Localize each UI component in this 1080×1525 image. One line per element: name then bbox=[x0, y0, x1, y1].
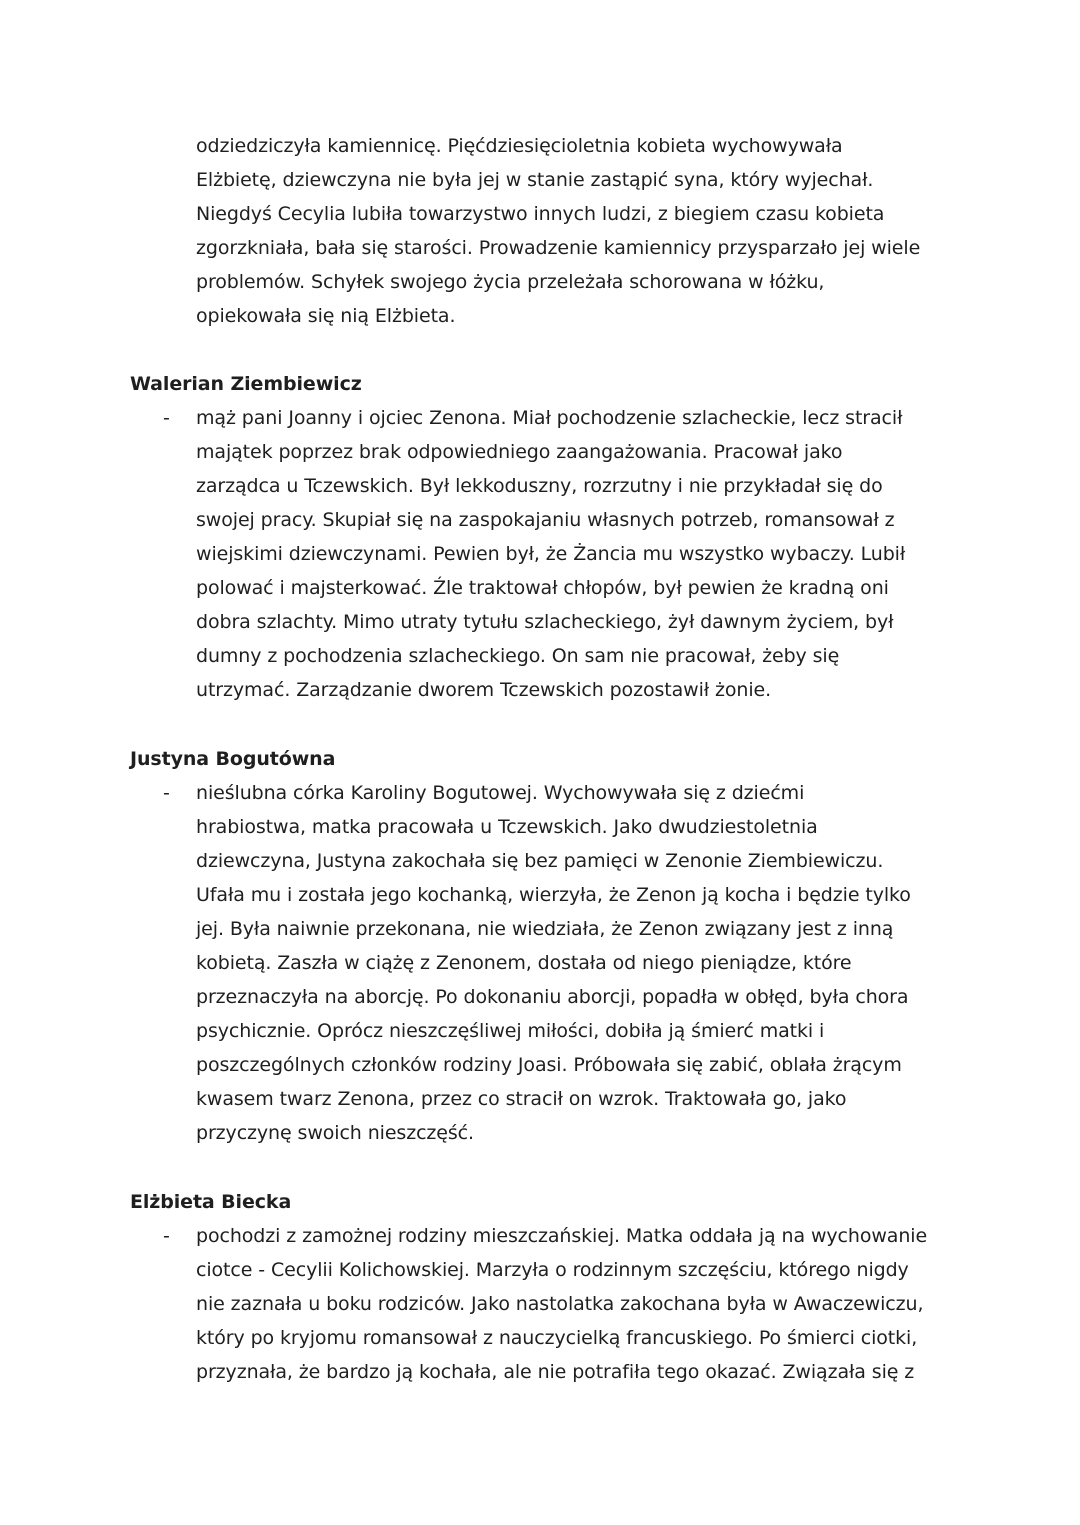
text-line: Elżbietę, dziewczyna nie była jej w stanie zastąpić syna, który wyjechał. bbox=[196, 169, 874, 191]
text-line: pochodzi z zamożnej rodziny mieszczańskiej. Matka oddała ją na wychowanie bbox=[196, 1225, 928, 1247]
text-line: poszczególnych członków rodziny Joasi. Próbowała się zabić, oblała żrącym bbox=[196, 1054, 902, 1076]
heading-elzbieta-biecka: Elżbieta Biecka bbox=[130, 1191, 292, 1213]
text-line: dumny z pochodzenia szlacheckiego. On sam nie pracował, żeby się bbox=[196, 645, 840, 667]
text-line: majątek poprzez brak odpowiedniego zaangażowania. Pracował jako bbox=[196, 441, 843, 463]
text-line: mąż pani Joanny i ojciec Zenona. Miał pochodzenie szlacheckie, lecz stracił bbox=[196, 407, 903, 429]
text-line: zarządca u Tczewskich. Był lekkoduszny, rozrzutny i nie przykładał się do bbox=[196, 475, 883, 497]
text-line: przyznała, że bardzo ją kochała, ale nie potrafiła tego okazać. Związała się z bbox=[196, 1361, 915, 1383]
text-line: kwasem twarz Zenona, przez co stracił on wzrok. Traktowała go, jako bbox=[196, 1088, 847, 1110]
bullet-dash: - bbox=[163, 1225, 170, 1247]
text-line: przyczynę swoich nieszczęść. bbox=[196, 1122, 474, 1144]
text-line: przeznaczyła na aborcję. Po dokonaniu aborcji, popadła w obłęd, była chora bbox=[196, 986, 909, 1008]
text-line: odziedziczyła kamiennicę. Pięćdziesięcioletnia kobieta wychowywała bbox=[196, 135, 843, 157]
text-line: wiejskimi dziewczynami. Pewien był, że Żancia mu wszystko wybaczy. Lubił bbox=[196, 543, 906, 565]
text-line: Niegdyś Cecylia lubiła towarzystwo innych ludzi, z biegiem czasu kobieta bbox=[196, 203, 885, 225]
text-line: opiekowała się nią Elżbieta. bbox=[196, 305, 456, 327]
text-line: kobietą. Zaszła w ciążę z Zenonem, dostała od niego pieniądze, które bbox=[196, 952, 852, 974]
text-line: hrabiostwa, matka pracowała u Tczewskich. Jako dwudziestoletnia bbox=[196, 816, 818, 838]
text-line: zgorzkniała, bała się starości. Prowadzenie kamiennicy przysparzało jej wiele bbox=[196, 237, 921, 259]
text-line: dziewczyna, Justyna zakochała się bez pamięci w Zenonie Ziembiewiczu. bbox=[196, 850, 884, 872]
paragraph-cecylia-continued bbox=[196, 129, 956, 333]
heading-justyna-bogutowna: Justyna Bogutówna bbox=[130, 748, 336, 770]
text-line: nie zaznała u boku rodziców. Jako nastolatka zakochana była w Awaczewiczu, bbox=[196, 1293, 924, 1315]
text-line: jej. Była naiwnie przekonana, nie wiedziała, że Zenon związany jest z inną bbox=[196, 918, 894, 940]
text-line: Ufała mu i została jego kochanką, wierzyła, że Zenon ją kocha i będzie tylko bbox=[196, 884, 911, 906]
bullet-dash: - bbox=[163, 407, 170, 429]
text-line: utrzymać. Zarządzanie dworem Tczewskich pozostawił żonie. bbox=[196, 679, 772, 701]
text-line: dobra szlachty. Mimo utraty tytułu szlacheckiego, żył dawnym życiem, był bbox=[196, 611, 894, 633]
paragraph-walerian bbox=[196, 401, 956, 707]
bullet-dash: - bbox=[163, 782, 170, 804]
text-line: swojej pracy. Skupiał się na zaspokajaniu własnych potrzeb, romansował z bbox=[196, 509, 895, 531]
paragraph-justyna bbox=[196, 776, 956, 1150]
text-line: psychicznie. Oprócz nieszczęśliwej miłości, dobiła ją śmierć matki i bbox=[196, 1020, 825, 1042]
text-line: ciotce - Cecylii Kolichowskiej. Marzyła o rodzinnym szczęściu, którego nigdy bbox=[196, 1259, 909, 1281]
text-line: polować i majsterkować. Źle traktował chłopów, był pewien że kradną oni bbox=[196, 577, 889, 599]
heading-walerian-ziembiewicz: Walerian Ziembiewicz bbox=[130, 373, 362, 395]
text-line: który po kryjomu romansował z nauczycielką francuskiego. Po śmierci ciotki, bbox=[196, 1327, 918, 1349]
text-line: nieślubna córka Karoliny Bogutowej. Wychowywała się z dziećmi bbox=[196, 782, 805, 804]
text-line: problemów. Schyłek swojego życia przeleżała schorowana w łóżku, bbox=[196, 271, 825, 293]
paragraph-elzbieta bbox=[196, 1219, 956, 1389]
